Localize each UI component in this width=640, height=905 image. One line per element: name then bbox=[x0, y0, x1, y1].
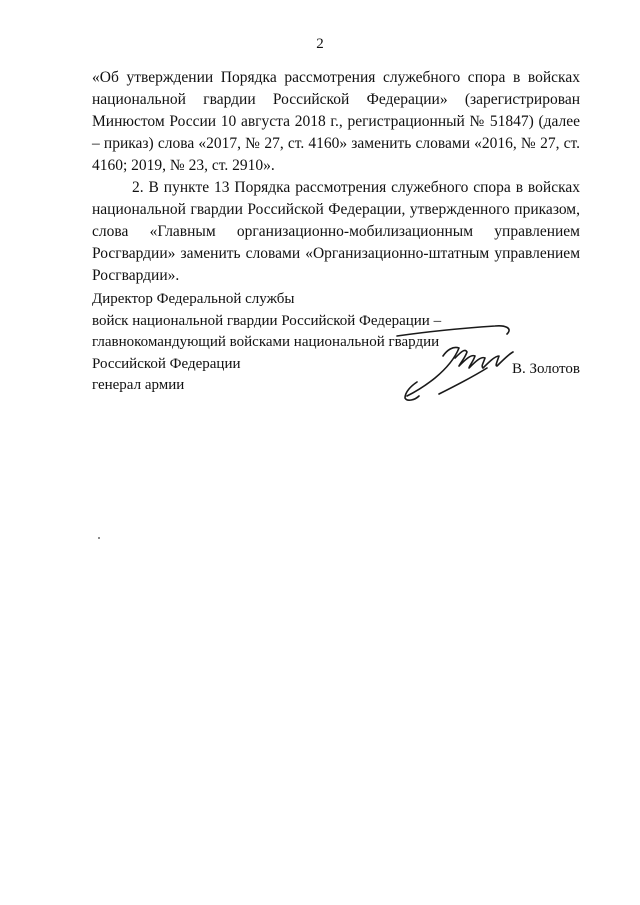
paragraph-item-2: 2. В пункте 13 Порядка рассмотрения служебного спора в войсках национальной гвардии Российской Федерации, утвержденного приказом, слова «Главным организационно-мобилизационным управлением Росгвардии» заменить словами «Организационно-штатным управлением Росгвардии». bbox=[92, 179, 580, 284]
page-number: 2 bbox=[316, 36, 324, 52]
paragraph-order-reference: «Об утверждении Порядка рассмотрения служебного спора в войсках национальной гвардии Российской Федерации» (зарегистрирован Минюстом России 10 августа 2018 г., регистрационный № 51847) (далее – приказ) слова «2017, № 27, ст. 4160» заменить словами «2016, № 27, ст. 4160; 2019, № 23, ст. 2910». bbox=[92, 69, 580, 174]
signer-title-line-4: Российской Федерации bbox=[92, 355, 241, 372]
signer-title-line-1: Директор Федеральной службы bbox=[92, 291, 295, 307]
signer-name: В. Золотов bbox=[511, 361, 580, 377]
scan-speck bbox=[98, 537, 100, 539]
document-body bbox=[92, 67, 580, 287]
signer-title-line-3: главнокомандующий войсками национальной гвардии bbox=[92, 334, 440, 350]
signer-rank: генерал армии bbox=[92, 377, 185, 393]
signer-title-line-2: войск национальной гвардии Российской Федерации – bbox=[92, 312, 442, 329]
handwritten-signature bbox=[395, 322, 525, 404]
